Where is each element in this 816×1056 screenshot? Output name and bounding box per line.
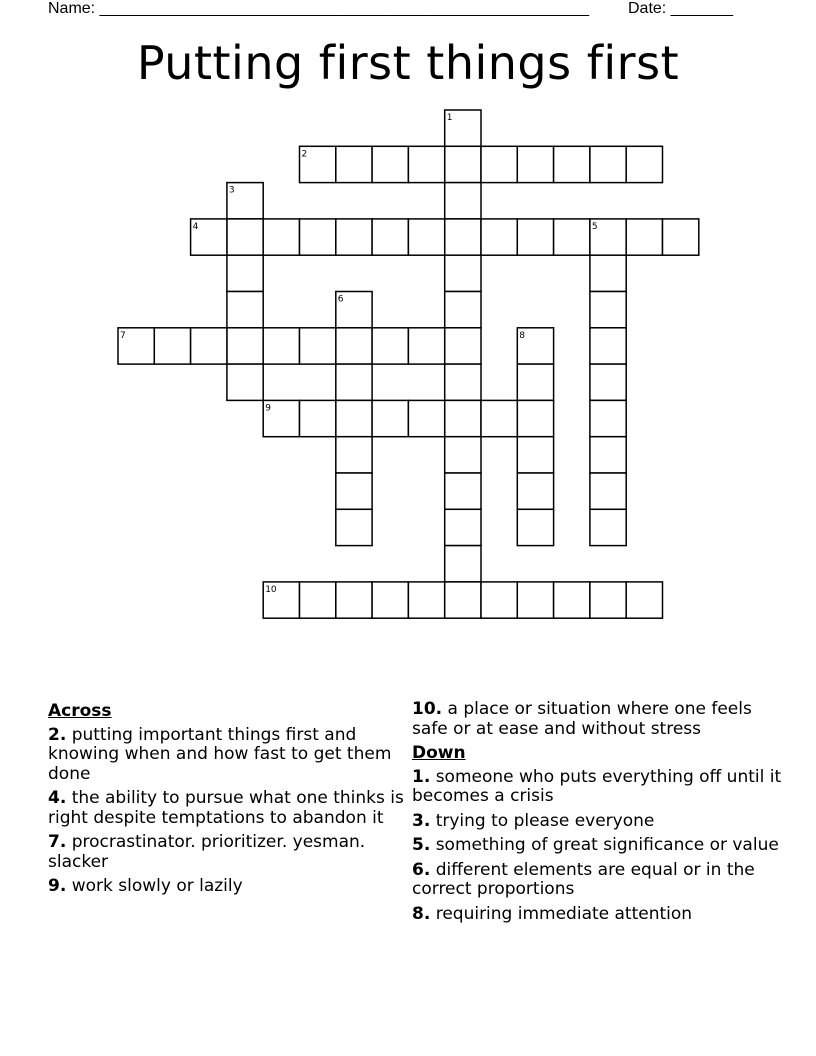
clue-text: trying to please everyone	[435, 810, 655, 831]
grid-cell[interactable]	[336, 328, 372, 364]
grid-cell[interactable]	[517, 219, 553, 255]
grid-cell[interactable]	[300, 328, 336, 364]
grid-cell[interactable]	[118, 328, 154, 364]
grid-cell[interactable]	[517, 328, 553, 364]
grid-cell[interactable]	[445, 146, 481, 182]
grid-cell[interactable]	[554, 582, 590, 618]
grid-cell[interactable]	[517, 509, 553, 545]
across-heading: Across	[48, 701, 112, 721]
grid-cell[interactable]	[227, 255, 263, 291]
clue-number: 8.	[412, 903, 431, 924]
grid-cell[interactable]	[227, 364, 263, 400]
clue-text: the ability to pursue what one thinks is right despite temptations to abandon it	[48, 788, 404, 828]
clue-number: 2.	[48, 724, 67, 745]
grid-cell[interactable]	[408, 582, 444, 618]
clue-text: putting important things first and knowing when and how fast to get them done	[48, 724, 392, 784]
grid-cell[interactable]	[445, 255, 481, 291]
grid-cell[interactable]	[517, 473, 553, 509]
grid-cell[interactable]	[154, 328, 190, 364]
grid-cell[interactable]	[372, 146, 408, 182]
clue-number: 10.	[412, 699, 443, 719]
clue-number: 9.	[48, 876, 67, 896]
name-field[interactable]: Name: _______________________________________________________	[48, 0, 589, 17]
grid-cell[interactable]	[191, 219, 227, 255]
grid-cell[interactable]	[336, 400, 372, 436]
grid-cell[interactable]	[517, 400, 553, 436]
grid-cell[interactable]	[590, 582, 626, 618]
grid-cell[interactable]	[445, 183, 481, 219]
clue-number: 6.	[412, 859, 431, 880]
clue-number-label: 2	[301, 149, 308, 160]
grid-cell[interactable]	[517, 437, 553, 473]
clue-number-label: 8	[519, 330, 526, 341]
grid-cell[interactable]	[445, 473, 481, 509]
grid-cell[interactable]	[445, 328, 481, 364]
grid-cell[interactable]	[263, 219, 299, 255]
grid-cell[interactable]	[554, 146, 590, 182]
grid-cell[interactable]	[590, 437, 626, 473]
grid-cell[interactable]	[445, 437, 481, 473]
grid-cell[interactable]	[445, 546, 481, 582]
clue-number: 1.	[412, 766, 431, 787]
grid-cell[interactable]	[590, 328, 626, 364]
grid-cell[interactable]	[626, 219, 662, 255]
grid-cell[interactable]	[590, 364, 626, 400]
clue-text: requiring immediate attention	[435, 903, 693, 924]
clue-text: different elements are equal or in the correct proportions	[412, 859, 755, 899]
grid-cell[interactable]	[227, 292, 263, 328]
clue-number-label: 1	[446, 113, 453, 123]
clue-number: 7.	[48, 832, 67, 852]
grid-cell[interactable]	[336, 473, 372, 509]
grid-cell[interactable]	[408, 219, 444, 255]
grid-cell[interactable]	[372, 328, 408, 364]
clue-down-1	[412, 768, 782, 807]
grid-cell[interactable]	[300, 582, 336, 618]
clue-number: 4.	[48, 788, 67, 808]
clue-number-label: 6	[337, 294, 344, 305]
clue-across-9	[48, 877, 418, 897]
grid-cell[interactable]	[227, 219, 263, 255]
grid-cell[interactable]	[481, 582, 517, 618]
clue-across-4	[48, 789, 418, 828]
clue-text: something of great significance or value	[435, 835, 779, 855]
grid-cell[interactable]	[336, 219, 372, 255]
grid-cell[interactable]	[227, 183, 263, 219]
grid-cell[interactable]	[445, 509, 481, 545]
grid-cell[interactable]	[408, 146, 444, 182]
clue-number: 5.	[412, 835, 431, 855]
date-field[interactable]: Date: _______	[628, 0, 733, 17]
grid-cell[interactable]	[554, 219, 590, 255]
grid-cell[interactable]	[590, 219, 626, 255]
grid-cell[interactable]	[372, 400, 408, 436]
grid-cell[interactable]	[663, 219, 699, 255]
clue-number-label: 5	[591, 221, 598, 232]
clue-number-label: 7	[120, 330, 126, 341]
grid-cell[interactable]	[445, 292, 481, 328]
puzzle-title: Putting first things first	[136, 36, 680, 90]
clue-down-6	[412, 861, 782, 900]
grid-cell[interactable]	[517, 582, 553, 618]
grid-cell[interactable]	[300, 400, 336, 436]
grid-cell[interactable]	[517, 364, 553, 400]
grid-cell[interactable]	[445, 110, 481, 146]
worksheet-header	[48, 0, 748, 20]
across-clues-column	[48, 700, 418, 902]
grid-cell[interactable]	[590, 146, 626, 182]
clue-down-8	[412, 905, 782, 925]
clue-text: work slowly or lazily	[71, 876, 243, 896]
clue-number-label: 9	[265, 403, 271, 414]
clue-down-3	[412, 812, 782, 832]
grid-cell[interactable]	[263, 400, 299, 436]
grid-cell[interactable]	[227, 328, 263, 364]
grid-cell[interactable]	[481, 146, 517, 182]
grid-cell[interactable]	[372, 582, 408, 618]
grid-cell[interactable]	[445, 219, 481, 255]
grid-cell[interactable]	[590, 400, 626, 436]
clue-down-5	[412, 836, 782, 856]
grid-cell[interactable]	[590, 473, 626, 509]
grid-cell[interactable]	[336, 582, 372, 618]
grid-cell[interactable]	[445, 582, 481, 618]
grid-cell[interactable]	[300, 219, 336, 255]
clue-across-2	[48, 726, 418, 785]
grid-cell[interactable]	[372, 219, 408, 255]
grid-cell[interactable]	[626, 146, 662, 182]
clue-text: procrastinator. prioritizer. yesman. slacker	[48, 832, 366, 872]
grid-cell[interactable]	[408, 328, 444, 364]
grid-cell[interactable]	[481, 400, 517, 436]
grid-cell[interactable]	[445, 400, 481, 436]
grid-cell[interactable]	[626, 582, 662, 618]
down-heading: Down	[412, 743, 466, 763]
grid-cell[interactable]	[590, 509, 626, 545]
clue-across-7	[48, 833, 418, 872]
clue-number-label: 10	[265, 584, 277, 595]
grid-cell[interactable]	[590, 255, 626, 291]
grid-cell[interactable]	[481, 219, 517, 255]
grid-cell[interactable]	[336, 364, 372, 400]
grid-cell[interactable]	[263, 328, 299, 364]
grid-cell[interactable]	[191, 328, 227, 364]
clue-number: 3.	[412, 810, 431, 831]
grid-cell[interactable]	[300, 146, 336, 182]
grid-cell[interactable]	[336, 437, 372, 473]
grid-cell[interactable]	[408, 400, 444, 436]
clue-number-label: 4	[192, 221, 199, 232]
grid-cell[interactable]	[336, 292, 372, 328]
grid-cell[interactable]	[336, 509, 372, 545]
grid-cell[interactable]	[590, 292, 626, 328]
grid-cell[interactable]	[517, 146, 553, 182]
down-clues-column	[412, 700, 782, 929]
clue-text: someone who puts everything off until it becomes a crisis	[412, 766, 782, 806]
clue-number-label: 3	[228, 185, 235, 196]
grid-cell[interactable]	[445, 364, 481, 400]
grid-cell[interactable]	[263, 582, 299, 618]
clue-text: a place or situation where one feels safe or at ease and without stress	[412, 699, 752, 739]
clue-across-10	[412, 700, 782, 739]
grid-cell[interactable]	[336, 146, 372, 182]
